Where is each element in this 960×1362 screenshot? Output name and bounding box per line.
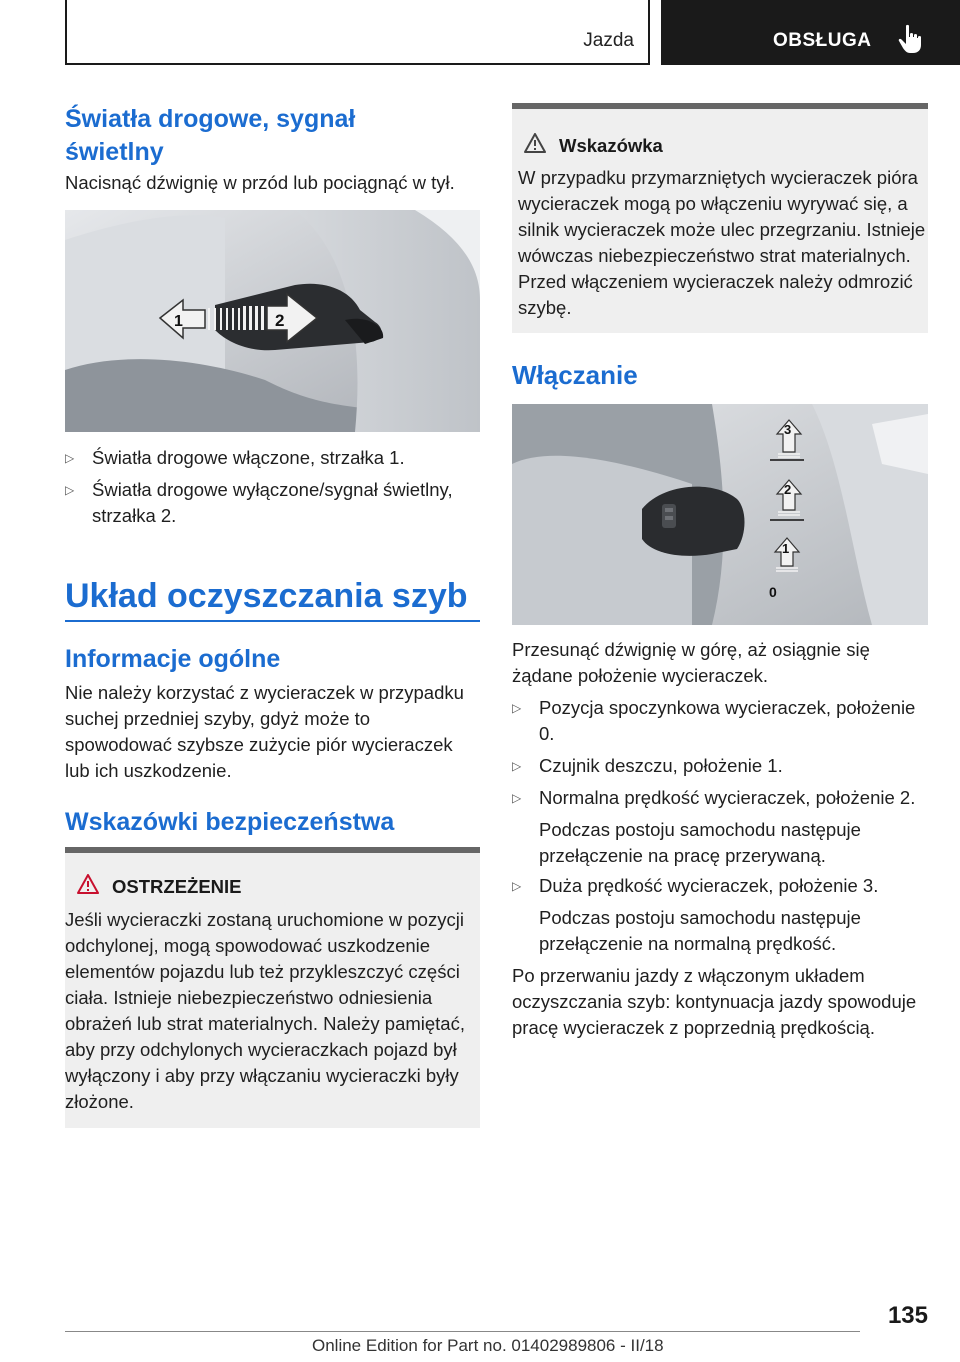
text-position-2-detail: Podczas postoju samochodu następuje przełączenie na pracę przerywaną.: [539, 819, 861, 866]
figure-wiper-drawing: [512, 404, 928, 625]
triangle-bullet-icon: ▷: [512, 701, 522, 715]
triangle-bullet-icon: ▷: [512, 791, 522, 805]
figure-wiper-label-2: 2: [784, 482, 792, 497]
note-text: W przypadku przymarzniętych wycieraczek pióra wycieraczek mogą po włączeniu wyrywać się, a silnik wycieraczek może ulec przegrzaniu. Istnieje wówczas niebezpieczeństwo strat materialnych. Przed włączeniem wycieraczek należy odmrozić szybę.: [518, 167, 926, 318]
text-after-stop: Po przerwaniu jazdy z włączonym układem oczyszczania szyb: kontynuacja jazdy spowoduje pracę wycieraczek z poprzednią prędkością.: [512, 965, 917, 1038]
heading-safety: Wskazówki bezpieczeństwa: [65, 808, 395, 836]
figure-high-beam-stalk: [65, 210, 480, 432]
heading-underline: [65, 620, 480, 622]
text-high-beam: Nacisnąć dźwignię w przód lub pociągnąć w tył.: [65, 172, 455, 193]
figure-wiper-stalk: [512, 404, 928, 625]
triangle-bullet-icon: ▷: [65, 451, 75, 465]
note-box: [512, 103, 928, 333]
triangle-bullet-icon: ▷: [512, 879, 522, 893]
hand-pointer-icon: [897, 24, 923, 54]
warning-box: [65, 847, 480, 1128]
figure-wiper-label-0: 0: [769, 584, 777, 600]
heading-switch-on: Włączanie: [512, 360, 638, 390]
figure-high-beam-drawing: [65, 210, 480, 432]
header-tab-obsluga[interactable]: [661, 0, 960, 65]
heading-high-beam: Światła drogowe, sygnał świetlny: [65, 105, 356, 166]
text-switch-on: Przesunąć dźwignię w górę, aż osiągnie się żądane położenie wycieraczek.: [512, 639, 870, 686]
warning-box-bar: [65, 847, 480, 853]
heading-general-info: Informacje ogólne: [65, 645, 281, 673]
figure-high-beam-label-1: 1: [174, 313, 183, 330]
warning-text: Jeśli wycieraczki zostaną uruchomione w pozycji odchylonej, mogą spowodować uszkodzenie elementów pojazdu lub też przykleszczyć części ciała. Istnieje niebezpieczeństwo odniesienia obrażeń lub strat materialnych. Należy pamiętać, aby przy odchylonych wycieraczkach pojazd był wyłączony i aby przy włączaniu wycieraczki były złożone.: [65, 909, 465, 1112]
footer-edition: Online Edition for Part no. 01402989806 - II/18: [312, 1336, 664, 1355]
note-box-bar: [512, 103, 928, 109]
footer-divider: [65, 1331, 860, 1332]
figure-high-beam-label-2: 2: [275, 311, 285, 330]
triangle-bullet-icon: ▷: [512, 759, 522, 773]
figure-wiper-label-1: 1: [782, 541, 790, 556]
heading-wipers: Układ oczyszczania szyb: [65, 577, 468, 615]
warning-title: OSTRZEŻENIE: [112, 876, 242, 897]
warning-triangle-icon: [77, 874, 99, 894]
text-general-info: Nie należy korzystać z wycieraczek w przypadku suchej przedniej szyby, gdyż może to spowodować szybsze zużycie piór wycieraczek lub ich uszkodzenie.: [65, 682, 464, 781]
triangle-bullet-icon: ▷: [65, 483, 75, 497]
figure-wiper-label-3: 3: [784, 422, 792, 437]
header-tab-label: OBSŁUGA: [773, 30, 872, 51]
text-position-3-detail: Podczas postoju samochodu następuje przełączenie na normalną prędkość.: [539, 907, 861, 954]
note-title: Wskazówka: [559, 135, 663, 156]
header-section-title: Jazda: [583, 30, 634, 51]
caution-triangle-icon: [524, 133, 546, 153]
page-number: 135: [887, 1302, 928, 1329]
header-section-box: [65, 0, 650, 65]
